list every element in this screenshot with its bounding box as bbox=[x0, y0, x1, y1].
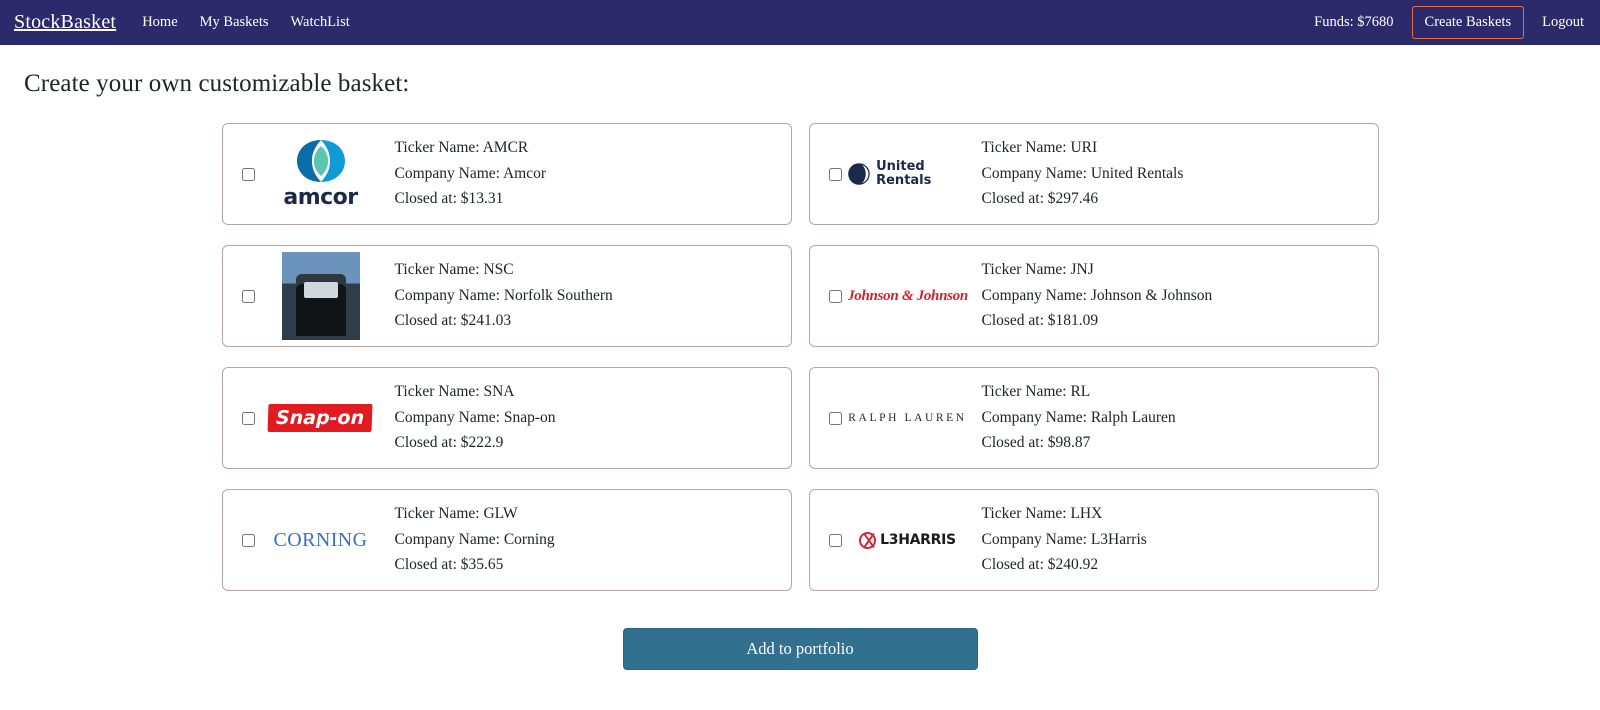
stock-card-amcr[interactable] bbox=[222, 123, 792, 225]
company-name: Company Name: Amcor bbox=[394, 164, 547, 182]
company-name: Company Name: Snap-on bbox=[394, 408, 556, 426]
company-name: Company Name: Ralph Lauren bbox=[981, 408, 1176, 426]
top-navbar bbox=[0, 0, 1600, 45]
amcor-logo-text: amcor bbox=[283, 185, 358, 210]
amcor-logo bbox=[261, 126, 381, 222]
stock-checkbox-nsc[interactable] bbox=[242, 290, 255, 303]
ticker-name: Ticker Name: RL bbox=[981, 383, 1091, 401]
snap-on-logo bbox=[261, 370, 381, 466]
stock-info-lhx bbox=[982, 503, 1147, 576]
stock-info-jnj bbox=[982, 259, 1213, 332]
closed-price: Closed at: $241.03 bbox=[394, 312, 512, 330]
ticker-name: Ticker Name: GLW bbox=[394, 505, 518, 523]
ticker-name: Ticker Name: JNJ bbox=[981, 261, 1094, 279]
ticker-name: Ticker Name: LHX bbox=[981, 505, 1103, 523]
stock-info-glw bbox=[395, 503, 555, 576]
ralph-lauren-logo bbox=[848, 370, 968, 466]
logout-link[interactable]: Logout bbox=[1542, 14, 1584, 30]
stock-info-sna bbox=[395, 381, 556, 454]
funds-label: Funds: $7680 bbox=[1314, 14, 1394, 30]
company-name: Company Name: United Rentals bbox=[981, 164, 1184, 182]
stock-card-nsc[interactable] bbox=[222, 245, 792, 347]
closed-price: Closed at: $13.31 bbox=[394, 190, 504, 208]
l3harris-logo bbox=[848, 492, 968, 588]
add-to-portfolio-button[interactable]: Add to portfolio bbox=[623, 628, 978, 670]
stock-info-rl bbox=[982, 381, 1176, 454]
johnson-and-johnson-logo-text: Johnson & Johnson bbox=[847, 287, 968, 304]
create-baskets-button[interactable]: Create Baskets bbox=[1412, 6, 1525, 39]
stock-checkbox-jnj[interactable] bbox=[829, 290, 842, 303]
footer-actions bbox=[0, 628, 1600, 670]
stock-card-uri[interactable] bbox=[809, 123, 1379, 225]
brand-logo[interactable]: StockBasket bbox=[14, 11, 117, 33]
ticker-name: Ticker Name: URI bbox=[981, 139, 1098, 157]
ticker-name: Ticker Name: AMCR bbox=[394, 139, 529, 157]
l3harris-logo-text: L3HARRIS bbox=[880, 532, 956, 548]
stock-info-nsc bbox=[395, 259, 613, 332]
company-name: Company Name: Norfolk Southern bbox=[394, 286, 613, 304]
company-name: Company Name: L3Harris bbox=[981, 530, 1147, 548]
stock-card-sna[interactable] bbox=[222, 367, 792, 469]
united-rentals-logo-text: United Rentals bbox=[876, 159, 932, 188]
stock-checkbox-uri[interactable] bbox=[829, 168, 842, 181]
stock-checkbox-sna[interactable] bbox=[242, 412, 255, 425]
company-name: Company Name: Johnson & Johnson bbox=[981, 286, 1213, 304]
corning-logo bbox=[261, 492, 381, 588]
closed-price: Closed at: $222.9 bbox=[394, 434, 504, 452]
nav-right-group bbox=[1314, 6, 1586, 39]
page-title: Create your own customizable basket: bbox=[24, 70, 410, 97]
nav-link-home[interactable]: Home bbox=[142, 14, 178, 30]
snap-on-logo-text: Snap-on bbox=[268, 404, 373, 432]
stock-card-rl[interactable] bbox=[809, 367, 1379, 469]
stock-card-glw[interactable] bbox=[222, 489, 792, 591]
stock-card-grid bbox=[0, 123, 1600, 591]
closed-price: Closed at: $35.65 bbox=[394, 556, 504, 574]
closed-price: Closed at: $240.92 bbox=[981, 556, 1099, 574]
stock-checkbox-rl[interactable] bbox=[829, 412, 842, 425]
johnson-and-johnson-logo bbox=[848, 248, 968, 344]
united-rentals-logo bbox=[848, 126, 968, 222]
closed-price: Closed at: $181.09 bbox=[981, 312, 1099, 330]
ticker-name: Ticker Name: SNA bbox=[394, 383, 515, 401]
stock-card-jnj[interactable] bbox=[809, 245, 1379, 347]
ticker-name: Ticker Name: NSC bbox=[394, 261, 514, 279]
nav-links bbox=[142, 14, 350, 31]
nav-link-watchlist[interactable]: WatchList bbox=[290, 14, 350, 30]
closed-price: Closed at: $98.87 bbox=[981, 434, 1091, 452]
stock-info-amcr bbox=[395, 137, 547, 210]
closed-price: Closed at: $297.46 bbox=[981, 190, 1099, 208]
nav-link-my-baskets[interactable]: My Baskets bbox=[199, 14, 269, 30]
corning-logo-text: CORNING bbox=[273, 528, 368, 551]
norfolk-southern-logo bbox=[261, 248, 381, 344]
stock-checkbox-amcr[interactable] bbox=[242, 168, 255, 181]
ralph-lauren-logo-text: RALPH LAUREN bbox=[848, 412, 967, 424]
stock-info-uri bbox=[982, 137, 1184, 210]
company-name: Company Name: Corning bbox=[394, 530, 555, 548]
stock-card-lhx[interactable] bbox=[809, 489, 1379, 591]
l3harris-mark-icon bbox=[859, 532, 876, 549]
stock-checkbox-lhx[interactable] bbox=[829, 534, 842, 547]
stock-checkbox-glw[interactable] bbox=[242, 534, 255, 547]
